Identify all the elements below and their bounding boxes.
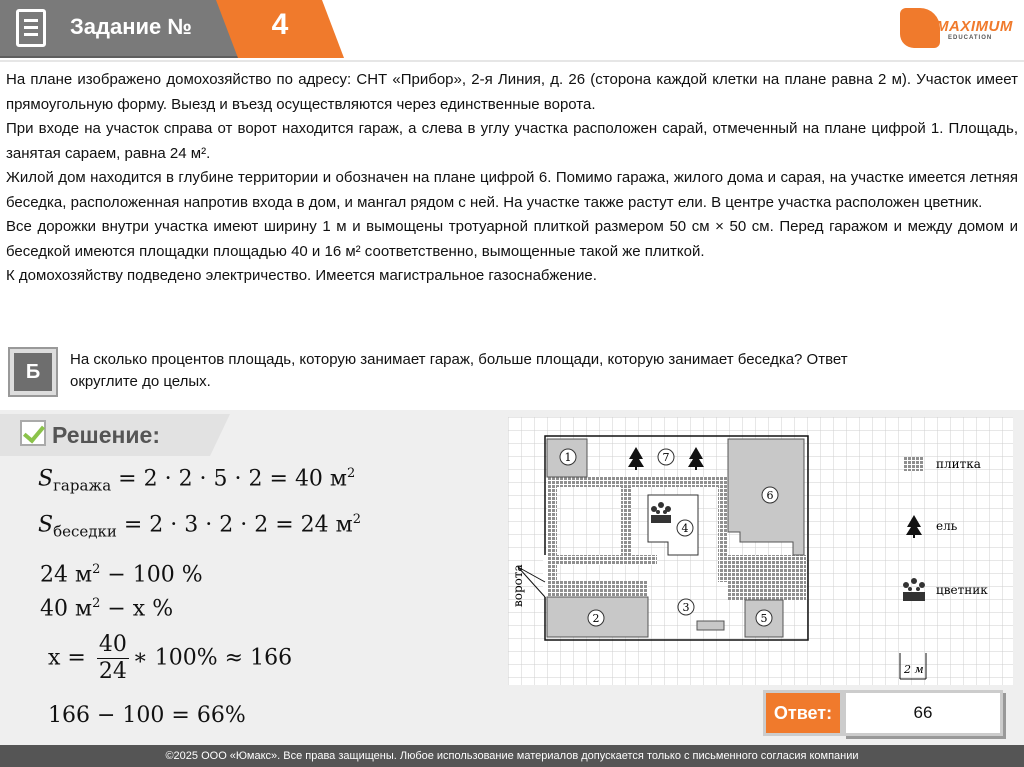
plan-diagram	[508, 417, 1013, 685]
task-title: Задание №	[70, 14, 192, 39]
formula-final: 166 − 100 = 66%	[48, 703, 246, 728]
formula-sup: 2	[347, 466, 356, 481]
legend-tile-label: плитка	[936, 457, 981, 471]
formula-expr: = 2 · 2 · 5 · 2 = 40 м	[111, 466, 348, 492]
scale-label: 2 м	[904, 663, 924, 676]
header	[0, 0, 1024, 60]
header-title-bar	[0, 0, 238, 58]
problem-paragraph: При входе на участок справа от ворот находится гараж, а слева в углу участка расположен сарай, отмеченный на плане цифрой 1. Площадь, занятая сараем, равна 24 м².	[6, 120, 1018, 162]
formula-sup: 2	[92, 562, 101, 577]
formula-x-calc	[48, 632, 292, 685]
answer-label: Ответ:	[763, 690, 843, 736]
logo-mark-icon	[900, 8, 940, 48]
fraction-denominator: 24	[98, 659, 127, 684]
maximum-logo	[900, 8, 1018, 50]
problem-paragraph: На плане изображено домохозяйство по адресу: СНТ «Прибор», 2-я Линия, д. 26 (сторона каждой клетки на плане равна 2 м). Участок имеет прямоугольную форму. Выезд и въезд осуществляются через единственные ворота.	[6, 71, 1018, 113]
formula-proportion-2	[40, 596, 173, 621]
problem-paragraph: Жилой дом находится в глубине территории и обозначен на плане цифрой 6. Помимо гаража, жилого дома и сарая, на участке имеется летняя беседка, расположенная напротив входа в дом, и мангал рядом с ней. На участке также растут ели. В центре участка расположен цветник.	[6, 169, 1018, 211]
fraction	[97, 632, 129, 685]
formula-gazebo-area	[38, 512, 361, 541]
legend-tile-swatch	[904, 457, 924, 471]
question-row	[0, 346, 1024, 410]
formula-var: S	[38, 466, 54, 492]
formula-expr: 40 м	[40, 596, 93, 622]
formula-garage-area	[38, 466, 355, 495]
plan-label-1: 1	[564, 451, 572, 464]
solution-title: Решение:	[52, 422, 161, 448]
task-number: 4	[271, 8, 289, 41]
answer-value: 66	[843, 690, 1003, 736]
tile-path	[718, 477, 728, 582]
legend-flowerbed-label: цветник	[936, 583, 988, 597]
footer-copyright: ©2025 ООО «Юмакс». Все права защищены. Любое использование материалов допускается только с письменного согласия компании	[0, 745, 1024, 767]
brazier	[697, 621, 724, 630]
question-text: На сколько процентов площадь, которую занимает гараж, больше площади, которую занимает беседка? Ответ округлите до целых.	[70, 351, 848, 390]
formula-expr: x =	[48, 645, 93, 671]
plan-label-6: 6	[766, 489, 774, 502]
formula-proportion-1	[40, 562, 203, 587]
plan-label-4: 4	[681, 522, 689, 535]
checkbox-check-icon	[20, 420, 46, 446]
question-letter-badge	[10, 349, 56, 395]
logo-subtext: EDUCATION	[948, 35, 993, 41]
gate-label: ворота	[511, 564, 525, 607]
task-number-badge	[238, 0, 322, 58]
household-plan	[508, 417, 1013, 685]
formula-sub: беседки	[53, 522, 117, 541]
header-divider	[0, 60, 1024, 62]
formula-sup: 2	[352, 512, 362, 527]
document-icon	[16, 9, 46, 47]
tile-path	[547, 477, 740, 487]
tile-path	[621, 477, 631, 555]
plan-label-7: 7	[662, 451, 670, 464]
tile-platform-house	[728, 555, 806, 600]
formula-var: S	[38, 512, 54, 538]
logo-text: MAXIMUM	[936, 18, 1013, 35]
tile-path	[557, 555, 657, 565]
fraction-numerator: 40	[98, 632, 127, 657]
answer-box	[763, 690, 1003, 736]
problem-statement	[6, 68, 1018, 289]
formula-expr: − x %	[100, 596, 174, 622]
problem-paragraph: К домохозяйству подведено электричество. Имеется магистральное газоснабжение.	[6, 267, 597, 284]
tile-path	[547, 477, 557, 581]
legend-tree-label: ель	[936, 519, 958, 533]
formula-expr: 24 м	[40, 562, 93, 588]
plan-label-2: 2	[592, 612, 600, 625]
formula-expr: ∗ 100% ≈ 166	[132, 645, 293, 671]
plan-label-3: 3	[682, 601, 690, 614]
formula-expr: = 2 · 3 · 2 · 2 = 24 м	[116, 512, 353, 538]
plan-label-5: 5	[760, 612, 768, 625]
problem-paragraph: Все дорожки внутри участка имеют ширину 1 м и вымощены тротуарной плиткой размером 50 см × 50 см. Перед гаражом и между домом и беседкой имеются площадки площадью 40 и 16 м² соответственно, вымощенные такой же плиткой.	[6, 218, 1018, 260]
formula-expr: − 100 %	[100, 562, 203, 588]
question-letter: Б	[25, 361, 41, 383]
formula-sub: гаража	[53, 476, 112, 495]
tile-platform-garage	[547, 581, 648, 597]
formula-sup: 2	[92, 596, 101, 611]
gate-opening	[543, 555, 547, 597]
